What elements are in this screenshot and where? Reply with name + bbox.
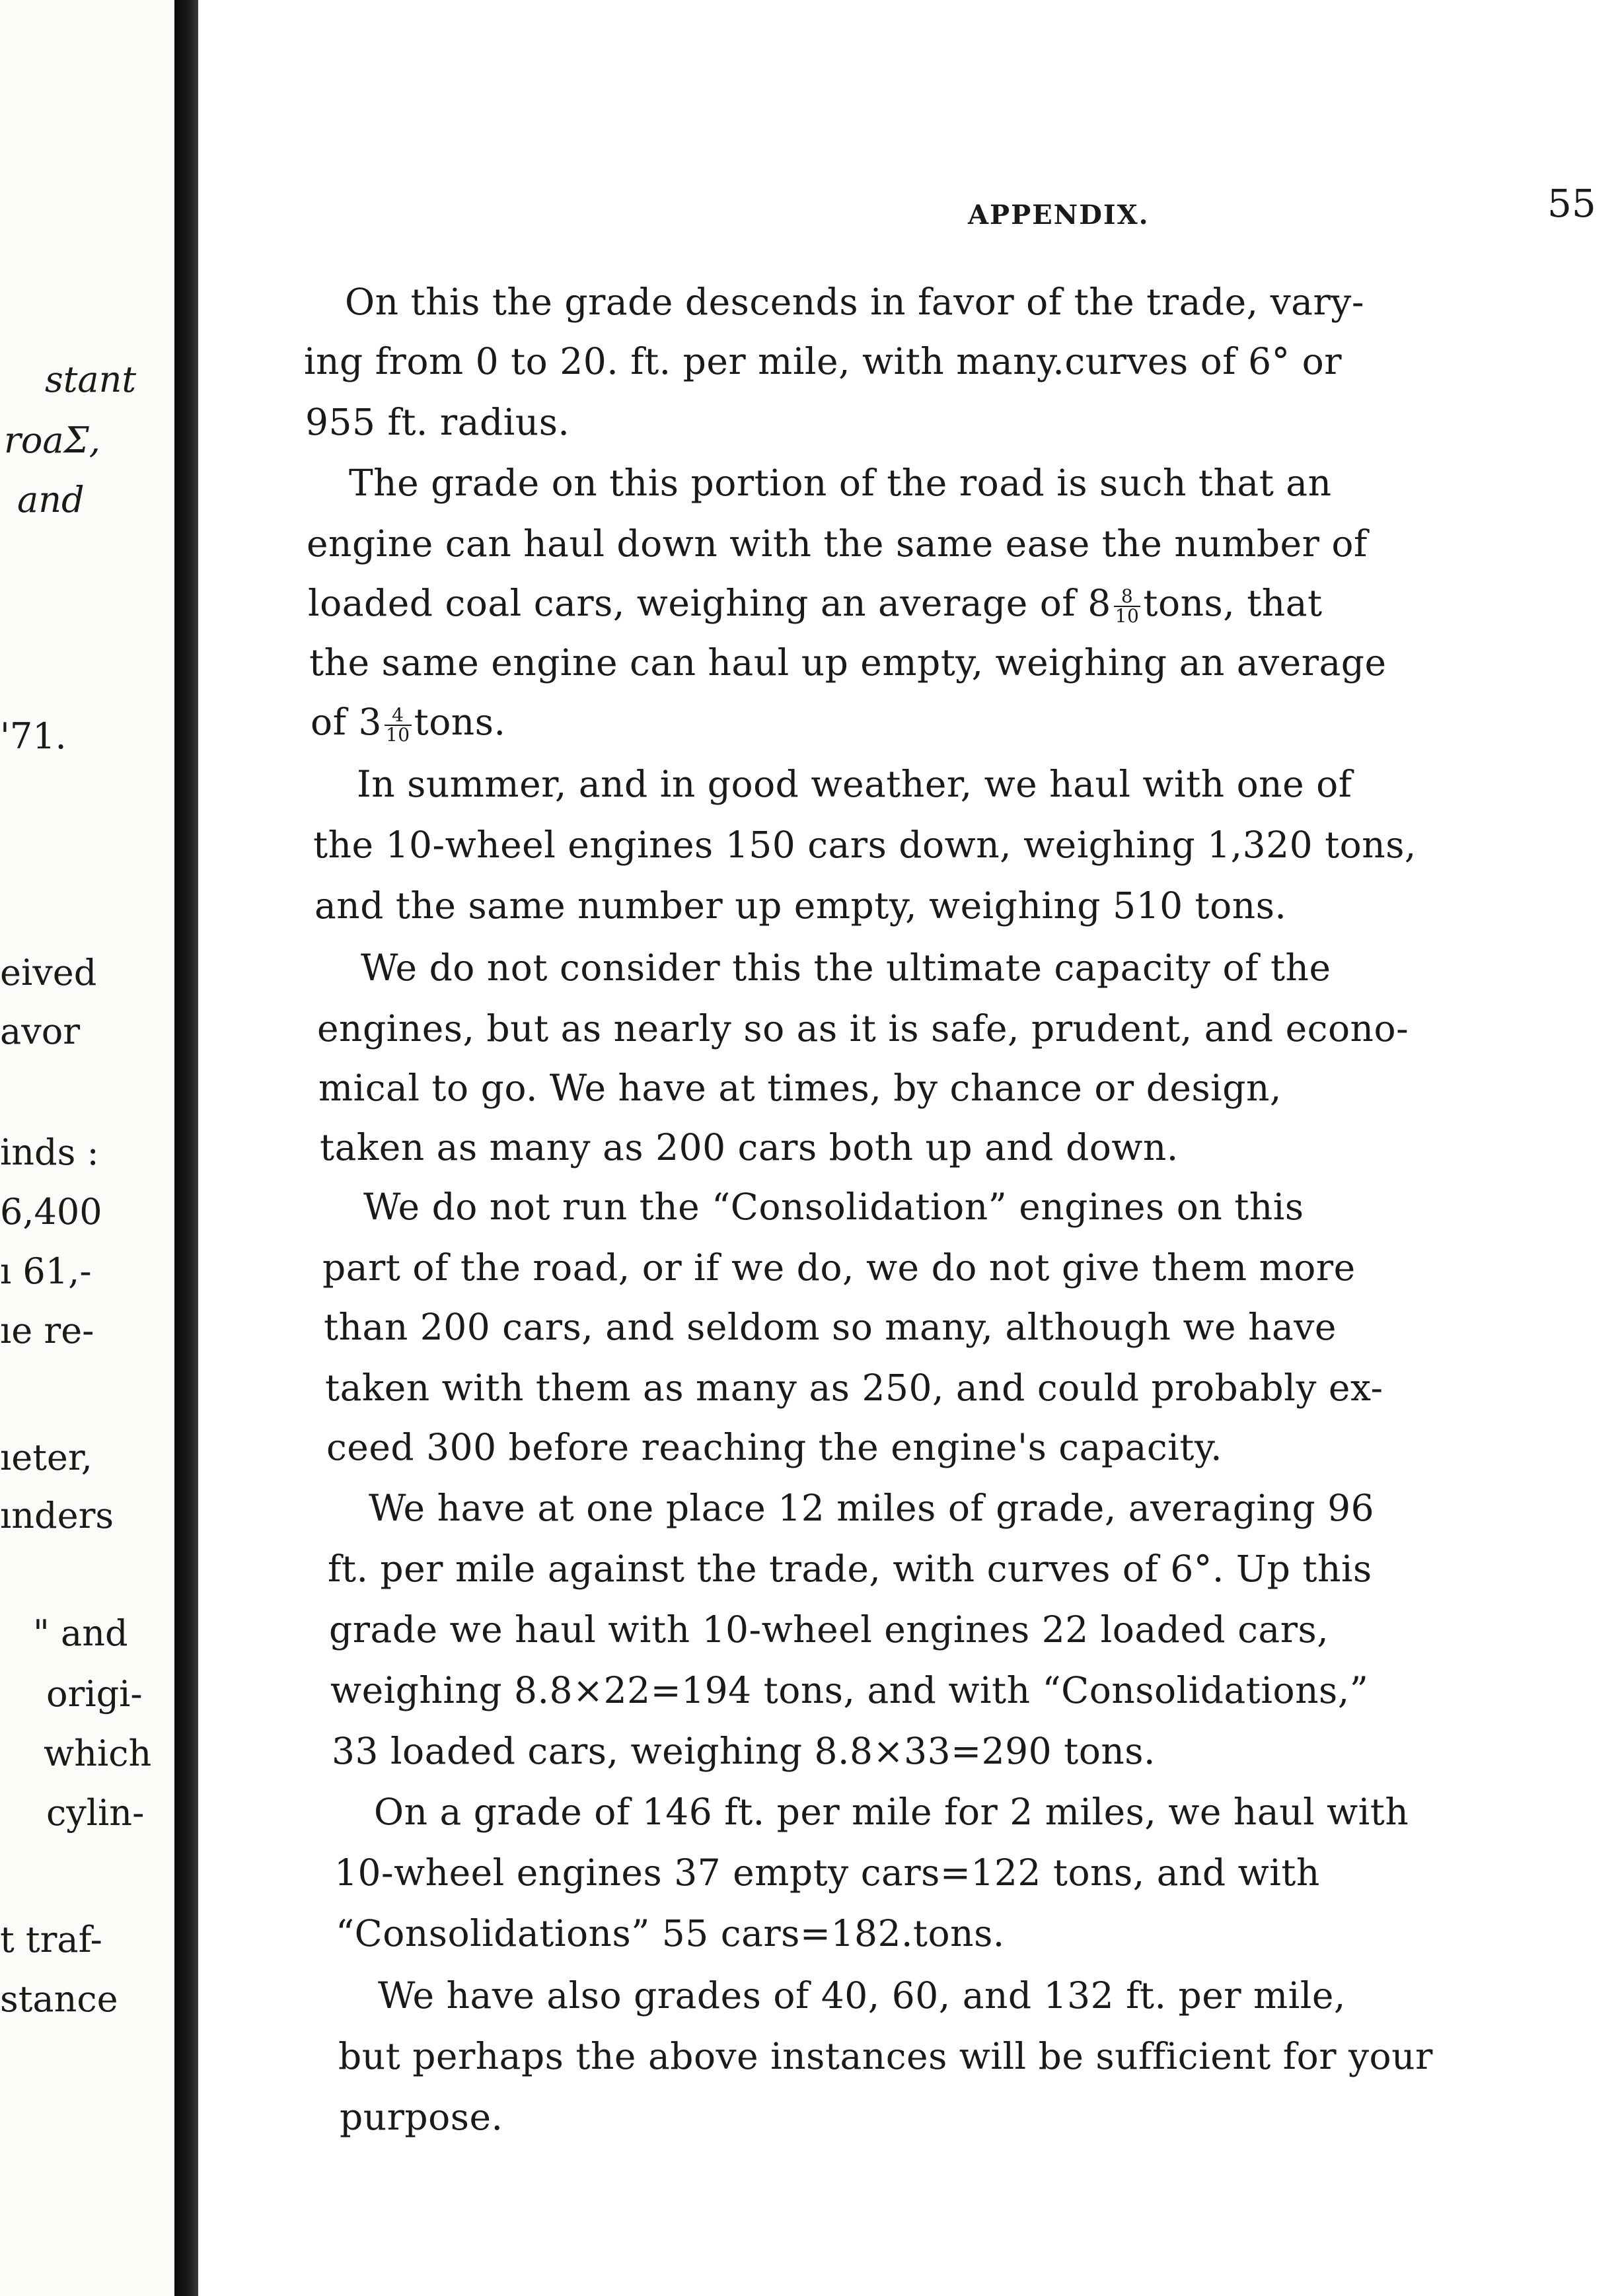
running-header: APPENDIX. bbox=[968, 199, 1150, 231]
fraction-numerator: 8 bbox=[1114, 587, 1141, 607]
text-line: but perhaps the above instances will be sufficient for your bbox=[338, 2035, 1433, 2077]
text-line: engines, but as nearly so as it is safe, prudent, and econo- bbox=[317, 1007, 1409, 1050]
left-page-line: cylin- bbox=[46, 1792, 145, 1834]
fraction-denominator: 10 bbox=[1115, 605, 1140, 627]
left-page-line: ıeter, bbox=[0, 1437, 92, 1478]
text-line: taken with them as many as 250, and could probably ex- bbox=[325, 1367, 1383, 1409]
left-page-line: origi- bbox=[46, 1673, 143, 1715]
text-line: We do not consider this the ultimate capacity of the bbox=[361, 947, 1331, 989]
left-page-line: stant bbox=[45, 359, 137, 400]
left-page-line: ı 61,- bbox=[0, 1250, 92, 1292]
left-page-line: stance bbox=[0, 1978, 118, 2020]
text-line: ft. per mile against the trade, with curves of 6°. Up this bbox=[328, 1548, 1372, 1590]
text-line: mical to go. We have at times, by chance or design, bbox=[318, 1067, 1282, 1109]
text-line: The grade on this portion of the road is such that an bbox=[349, 462, 1332, 504]
left-page-line: 6,400 bbox=[0, 1191, 102, 1233]
left-facing-page bbox=[0, 0, 174, 2296]
book-binding-gutter bbox=[174, 0, 198, 2296]
text-line: the 10-wheel engines 150 cars down, weighing 1,320 tons, bbox=[313, 824, 1417, 866]
left-page-line: and bbox=[17, 479, 85, 520]
text-line: In summer, and in good weather, we haul with one of bbox=[357, 763, 1352, 805]
text-line: “Consolidations” 55 cars=182.tons. bbox=[336, 1912, 1005, 1955]
left-page-line: eived bbox=[0, 952, 97, 993]
left-page-line: t traf- bbox=[0, 1919, 102, 1960]
text-line: ceed 300 before reaching the engine's capacity. bbox=[326, 1426, 1223, 1468]
text-segment: of 3 bbox=[311, 701, 382, 743]
left-page-line: avor bbox=[0, 1011, 81, 1052]
text-line: and the same number up empty, weighing 510 tons. bbox=[314, 884, 1287, 927]
text-line: ing from 0 to 20. ft. per mile, with many.curves of 6° or bbox=[304, 340, 1342, 382]
text-line: On a grade of 146 ft. per mile for 2 miles, we haul with bbox=[374, 1791, 1409, 1833]
page-number: 55 bbox=[1547, 181, 1596, 226]
text-line: part of the road, or if we do, we do not give them more bbox=[322, 1246, 1356, 1289]
fraction bbox=[1114, 587, 1141, 626]
left-page-line: ınders bbox=[0, 1495, 114, 1536]
text-segment: loaded coal cars, weighing an average of 8 bbox=[308, 582, 1111, 624]
text-line: 33 loaded cars, weighing 8.8×33=290 tons. bbox=[332, 1730, 1156, 1772]
text-line: 10-wheel engines 37 empty cars=122 tons, and with bbox=[334, 1851, 1320, 1894]
left-page-line: '71. bbox=[0, 715, 67, 757]
text-line: We have at one place 12 miles of grade, averaging 96 bbox=[369, 1487, 1375, 1529]
text-line: weighing 8.8×22=194 tons, and with “Consolidations,” bbox=[330, 1669, 1369, 1711]
left-page-line: inds : bbox=[0, 1131, 99, 1173]
text-line: On this the grade descends in favor of the trade, vary- bbox=[345, 281, 1364, 323]
right-page bbox=[198, 0, 1620, 2296]
text-segment: tons. bbox=[414, 701, 506, 743]
text-line: purpose. bbox=[340, 2096, 503, 2138]
text-line bbox=[308, 582, 1323, 627]
text-segment: tons, that bbox=[1143, 582, 1323, 624]
text-line: engine can haul down with the same ease the number of bbox=[307, 522, 1368, 565]
left-page-line: " and bbox=[33, 1612, 128, 1654]
fraction-denominator: 10 bbox=[385, 724, 410, 746]
left-page-line: roaΣ, bbox=[4, 419, 100, 461]
text-line: than 200 cars, and seldom so many, although we have bbox=[324, 1306, 1337, 1348]
text-line: grade we haul with 10-wheel engines 22 loaded cars, bbox=[329, 1608, 1329, 1651]
text-line: taken as many as 200 cars both up and down. bbox=[320, 1126, 1179, 1168]
text-line: We have also grades of 40, 60, and 132 ft. per mile, bbox=[378, 1974, 1346, 2017]
text-line bbox=[311, 701, 506, 746]
fraction bbox=[385, 706, 412, 744]
left-page-line: ıe re- bbox=[0, 1310, 94, 1351]
left-page-line: which bbox=[44, 1733, 152, 1774]
text-line: 955 ft. radius. bbox=[305, 401, 570, 443]
text-line: We do not run the “Consolidation” engines on this bbox=[363, 1186, 1304, 1228]
text-line: the same engine can haul up empty, weighing an average bbox=[309, 641, 1387, 684]
fraction-numerator: 4 bbox=[385, 706, 412, 726]
